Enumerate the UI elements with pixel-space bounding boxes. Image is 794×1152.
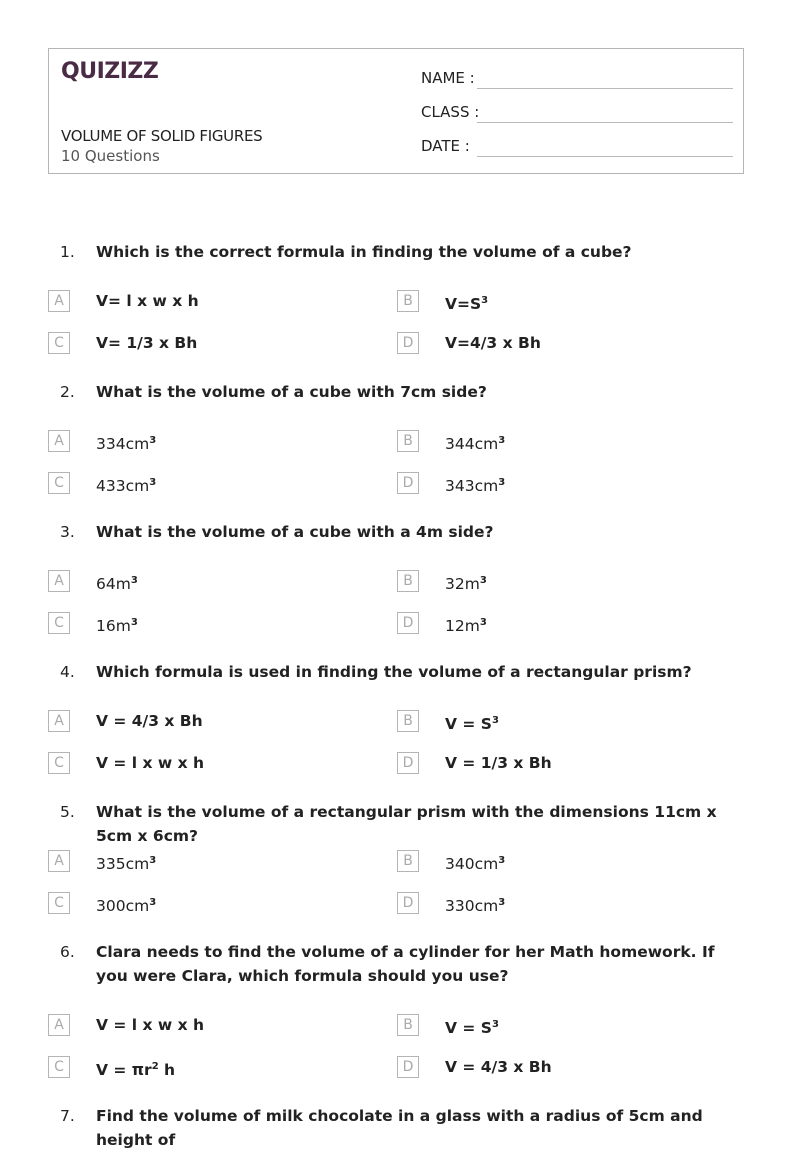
option-label: 344cm	[445, 435, 499, 454]
option-letter-c[interactable]: C	[48, 1056, 70, 1078]
name-field[interactable]	[421, 69, 475, 87]
option-label: 32m	[445, 575, 480, 594]
option-letter-b[interactable]: B	[397, 430, 419, 452]
question-number: 4.	[60, 663, 75, 681]
option-letter-d[interactable]: D	[397, 472, 419, 494]
option-text	[445, 430, 505, 455]
option-letter-a[interactable]: A	[48, 430, 70, 452]
option-letter-c[interactable]: C	[48, 472, 70, 494]
option-exponent: 3	[498, 897, 506, 908]
question-number: 1.	[60, 243, 75, 261]
option-label: V=4/3 x Bh	[445, 334, 541, 352]
option-label: V= 1/3 x Bh	[96, 334, 198, 352]
option-text	[445, 850, 505, 875]
option-exponent: 3	[491, 715, 499, 726]
option-text	[445, 1056, 552, 1078]
option-exponent: 2	[151, 1061, 159, 1072]
option-exponent: 3	[149, 435, 157, 446]
option-letter-a[interactable]: A	[48, 850, 70, 872]
option-text	[445, 1014, 499, 1039]
option-label: V = πr	[96, 1061, 152, 1080]
option-letter-c[interactable]: C	[48, 892, 70, 914]
question-count: 10 Questions	[61, 147, 160, 165]
date-label: DATE :	[421, 137, 470, 155]
question-number: 7.	[60, 1107, 75, 1125]
question-text: Find the volume of milk chocolate in a glass with a radius of 5cm and height of	[96, 1107, 703, 1149]
option-label: 12m	[445, 617, 480, 636]
option-letter-d[interactable]: D	[397, 1056, 419, 1078]
question-text: What is the volume of a cube with a 4m side?	[96, 523, 494, 541]
option-text	[445, 752, 552, 774]
option-exponent: 3	[498, 855, 506, 866]
option-exponent: 3	[498, 477, 506, 488]
option-text	[96, 752, 204, 774]
option-letter-d[interactable]: D	[397, 752, 419, 774]
class-field[interactable]	[421, 103, 479, 121]
option-text	[96, 430, 156, 455]
option-text	[96, 710, 203, 732]
option-exponent: 3	[149, 897, 157, 908]
question-text: Which is the correct formula in finding the volume of a cube?	[96, 243, 632, 261]
option-letter-b[interactable]: B	[397, 290, 419, 312]
option-letter-b[interactable]: B	[397, 570, 419, 592]
option-letter-b[interactable]: B	[397, 710, 419, 732]
option-exponent: 3	[130, 575, 138, 586]
question-text: Which formula is used in finding the volume of a rectangular prism?	[96, 663, 692, 681]
question-text: What is the volume of a rectangular prism with the dimensions 11cm x 5cm x 6cm?	[96, 803, 717, 845]
question-number: 5.	[60, 803, 75, 821]
option-text	[96, 290, 199, 312]
option-letter-d[interactable]: D	[397, 892, 419, 914]
option-label: V= l x w x h	[96, 292, 199, 310]
option-letter-d[interactable]: D	[397, 332, 419, 354]
option-text	[96, 332, 197, 354]
option-letter-b[interactable]: B	[397, 850, 419, 872]
option-exponent: 3	[149, 477, 157, 488]
option-label: V = 1/3 x Bh	[445, 754, 552, 772]
option-text	[96, 612, 138, 637]
option-letter-a[interactable]: A	[48, 710, 70, 732]
option-text	[445, 710, 499, 735]
option-letter-a[interactable]: A	[48, 290, 70, 312]
option-text	[96, 892, 156, 917]
option-label: 343cm	[445, 477, 499, 496]
option-label: 433cm	[96, 477, 150, 496]
option-exponent: 3	[498, 435, 506, 446]
question-text: What is the volume of a cube with 7cm side?	[96, 383, 487, 401]
option-label: V = 4/3 x Bh	[96, 712, 203, 730]
option-label: 64m	[96, 575, 131, 594]
option-suffix: h	[158, 1061, 176, 1080]
option-letter-c[interactable]: C	[48, 752, 70, 774]
option-label: 300cm	[96, 897, 150, 916]
option-exponent: 3	[479, 617, 487, 628]
option-text	[96, 472, 156, 497]
option-label: V = S	[445, 1019, 492, 1038]
option-label: 334cm	[96, 435, 150, 454]
option-exponent: 3	[130, 617, 138, 628]
option-letter-a[interactable]: A	[48, 1014, 70, 1036]
option-label: V = l x w x h	[96, 754, 205, 772]
option-text	[445, 570, 487, 595]
option-exponent: 3	[491, 1019, 499, 1030]
quizizz-logo: QUIZIZZ	[61, 59, 159, 84]
class-line[interactable]	[477, 122, 733, 123]
option-exponent: 3	[149, 855, 157, 866]
option-letter-c[interactable]: C	[48, 612, 70, 634]
option-text	[445, 472, 505, 497]
option-label: 335cm	[96, 855, 150, 874]
option-letter-a[interactable]: A	[48, 570, 70, 592]
option-label: V=S	[445, 295, 482, 314]
option-label: V = l x w x h	[96, 1016, 205, 1034]
worksheet-header	[48, 48, 744, 174]
question-number: 6.	[60, 943, 75, 961]
name-line[interactable]	[477, 88, 733, 89]
option-label: V = 4/3 x Bh	[445, 1058, 552, 1076]
option-exponent: 3	[481, 295, 489, 306]
option-text	[445, 290, 488, 315]
option-letter-b[interactable]: B	[397, 1014, 419, 1036]
option-text	[445, 332, 541, 354]
option-text	[96, 1014, 204, 1036]
option-label: V = S	[445, 715, 492, 734]
option-label: 330cm	[445, 897, 499, 916]
option-text	[445, 612, 487, 637]
option-text	[445, 892, 505, 917]
option-text	[96, 850, 156, 875]
date-field[interactable]	[421, 137, 470, 155]
option-letter-d[interactable]: D	[397, 612, 419, 634]
option-exponent: 3	[479, 575, 487, 586]
name-label: NAME :	[421, 69, 475, 87]
class-label: CLASS :	[421, 103, 480, 121]
date-line[interactable]	[477, 156, 733, 157]
question-number: 3.	[60, 523, 75, 541]
option-text	[96, 570, 138, 595]
option-text	[96, 1056, 175, 1081]
worksheet-title: VOLUME OF SOLID FIGURES	[61, 127, 263, 145]
option-letter-c[interactable]: C	[48, 332, 70, 354]
option-label: 340cm	[445, 855, 499, 874]
question-number: 2.	[60, 383, 75, 401]
question-text: Clara needs to find the volume of a cylinder for her Math homework. If you were Clara, which formula should you use?	[96, 943, 715, 985]
option-label: 16m	[96, 617, 131, 636]
